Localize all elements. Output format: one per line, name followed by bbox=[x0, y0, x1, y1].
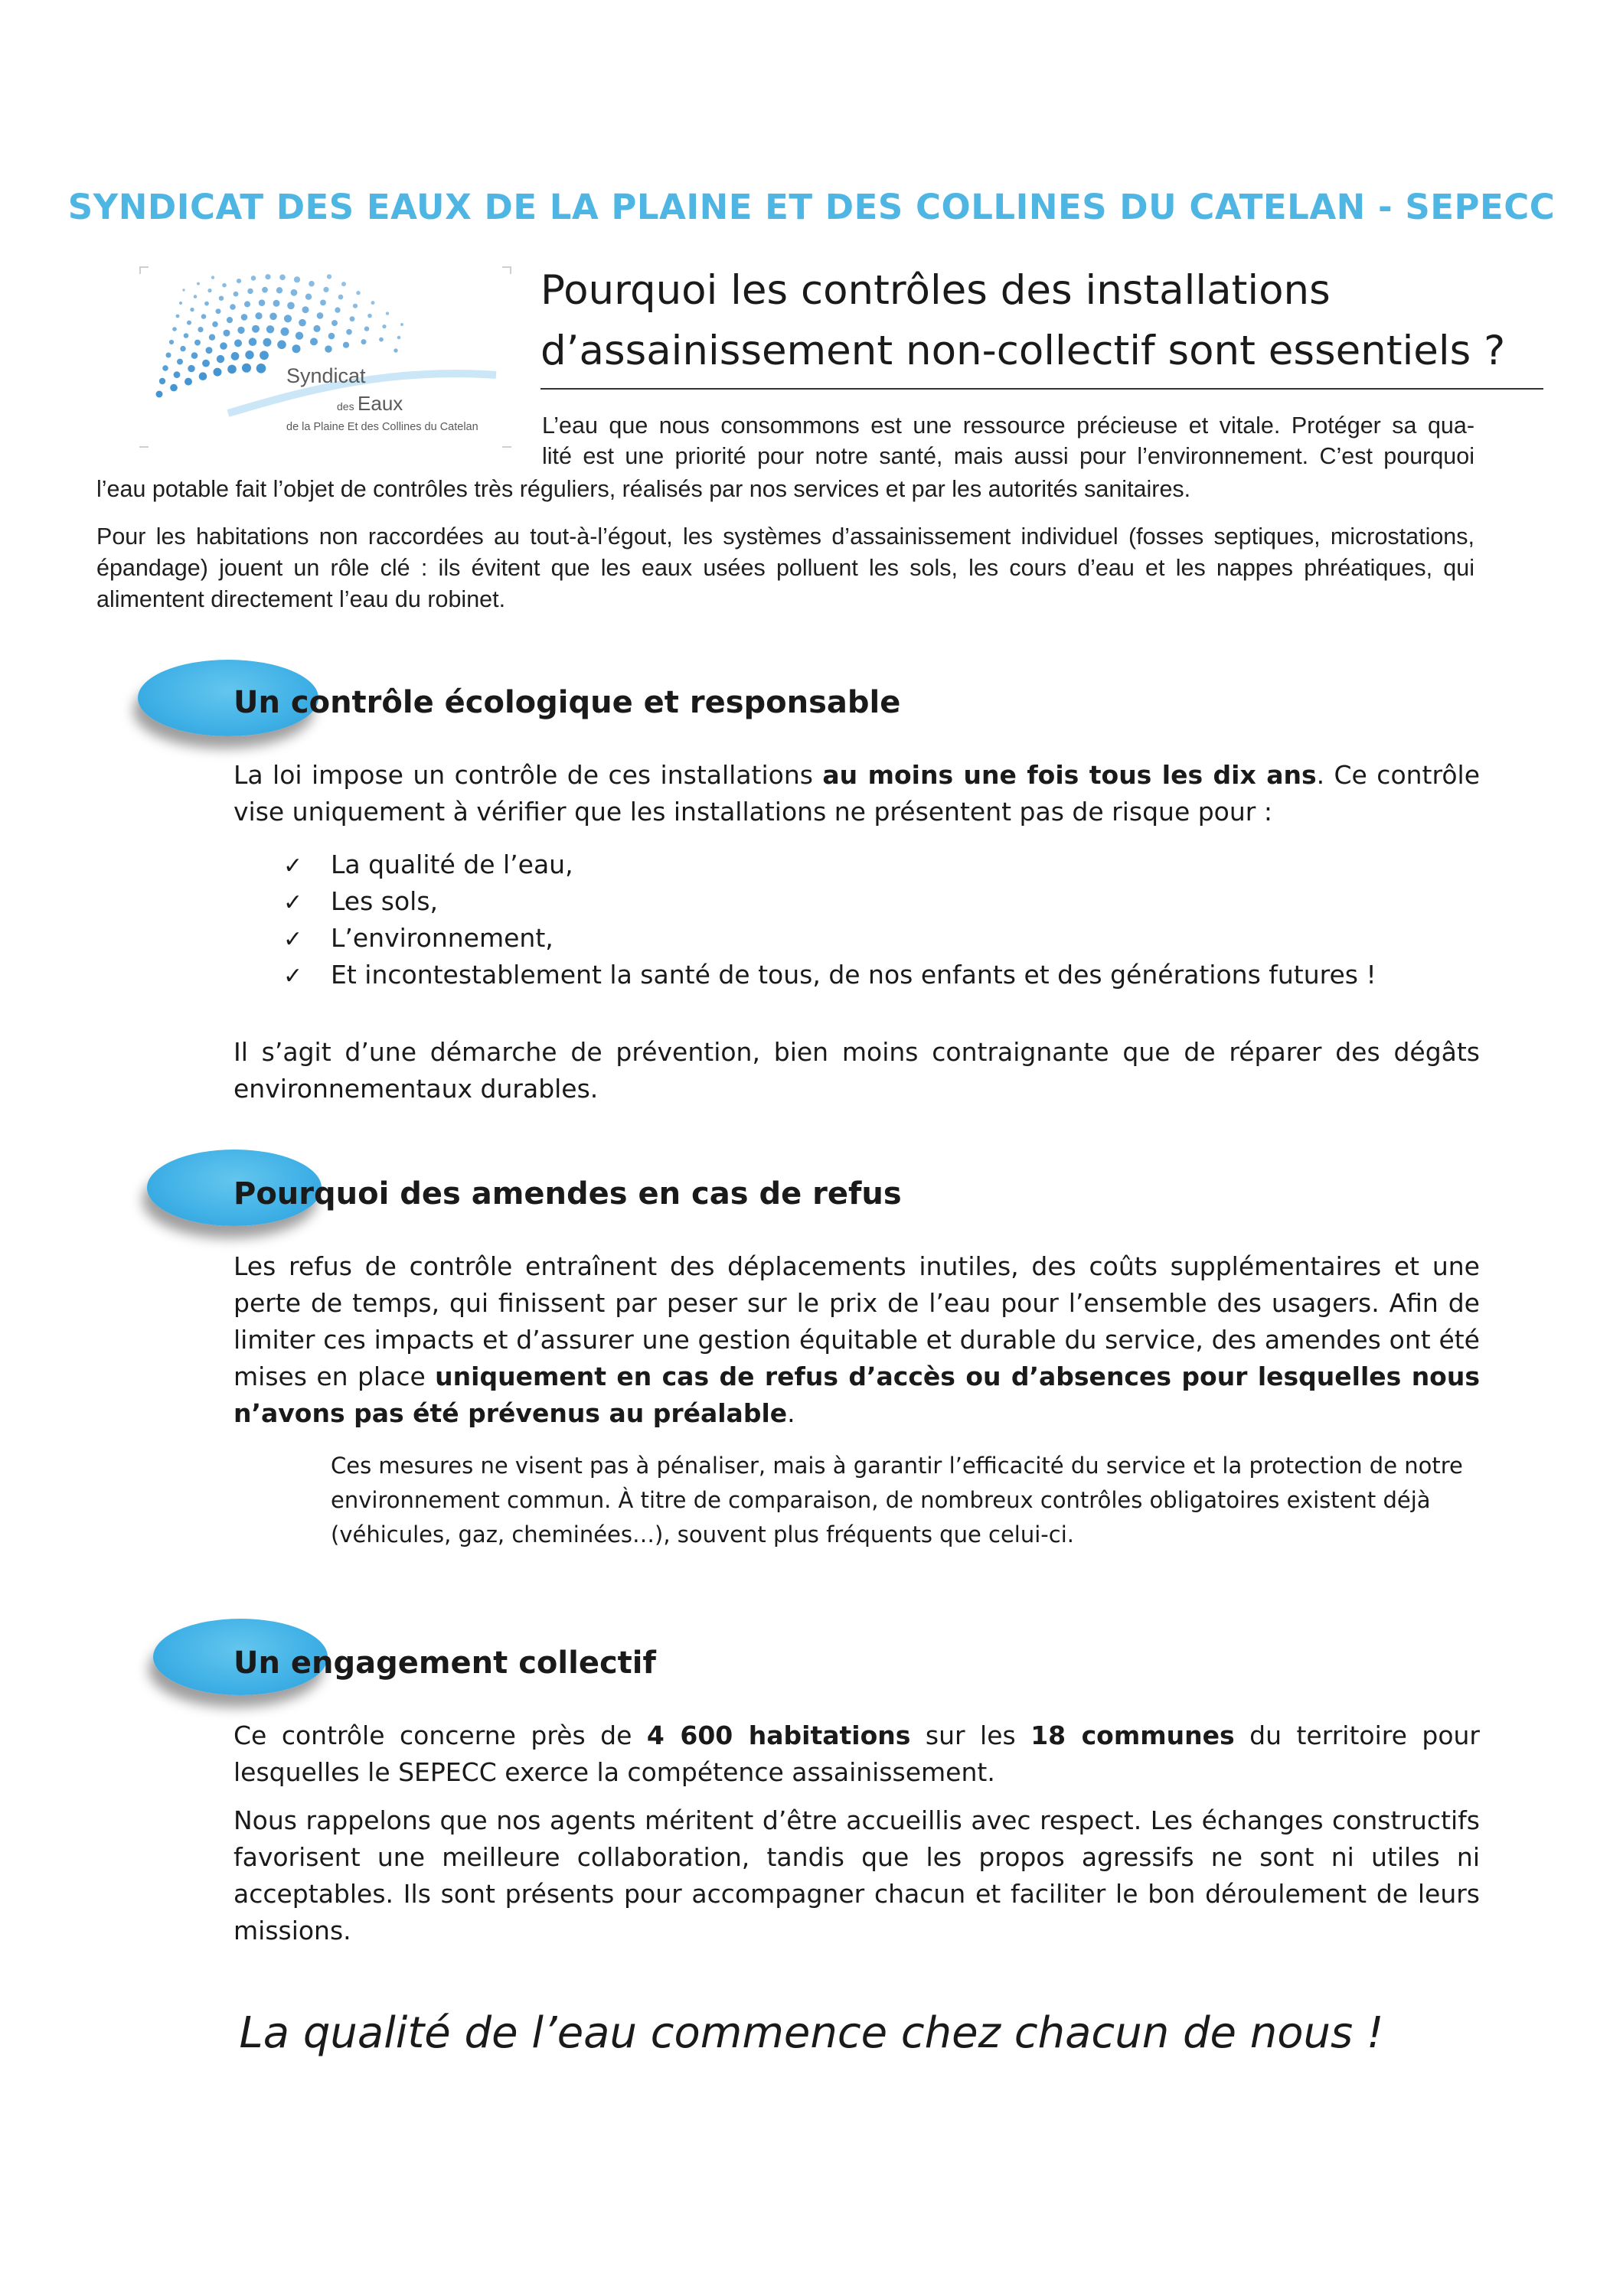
logo-dot bbox=[212, 321, 218, 328]
logo-dot bbox=[323, 287, 328, 292]
logo-dot bbox=[159, 378, 165, 384]
intro-paragraph-2: Pour les habitations non raccordées au tout-à-l’égout, les systèmes d’assainissement individuel (fosses septiques, microstations, épandage) jouent un rôle clé : ils évitent que les eaux usées polluent les sols, les cours d’eau et les nappes phréatiques, qui alimentent directement l’eau du robinet. bbox=[96, 523, 1474, 612]
logo-dot bbox=[379, 338, 384, 342]
logo-dot bbox=[194, 340, 201, 346]
intro-paragraph-wrap bbox=[542, 410, 1474, 471]
logo-dot bbox=[299, 319, 306, 327]
intro-line-1: L’eau que nous consommons est une ressource précieuse et vitale. Protéger sa qua- bbox=[542, 413, 1474, 439]
checkmark-icon: ✓ bbox=[283, 926, 303, 953]
logo-dot bbox=[256, 364, 266, 373]
logo-dot bbox=[364, 326, 369, 331]
logo-dot bbox=[249, 338, 257, 346]
logo-dot bbox=[294, 276, 300, 282]
logo-dot bbox=[217, 355, 224, 363]
logo-dot bbox=[177, 359, 183, 365]
logo-dot bbox=[262, 287, 268, 293]
logo-dot bbox=[197, 282, 200, 285]
logo-dot bbox=[227, 365, 237, 374]
logo-dot bbox=[247, 289, 253, 294]
logo-dot bbox=[207, 289, 211, 292]
logo-dot bbox=[174, 371, 181, 378]
logo-dot bbox=[204, 302, 209, 306]
closing-slogan: La qualité de l’eau commence chez chacun de nous ! bbox=[239, 2008, 1384, 2058]
checkmark-icon: ✓ bbox=[283, 853, 303, 879]
logo-dot bbox=[209, 334, 215, 341]
logo-dot bbox=[224, 330, 230, 337]
logo-dot bbox=[184, 333, 189, 338]
logo-dot bbox=[397, 336, 401, 340]
logo-dot bbox=[199, 372, 207, 380]
risk-checklist bbox=[283, 846, 1376, 993]
logo-dot bbox=[185, 378, 192, 386]
section-title-engagement: Un engagement collectif bbox=[233, 1645, 656, 1681]
logo-dot bbox=[296, 332, 303, 340]
logo-dot bbox=[241, 314, 248, 321]
logo-dot bbox=[276, 287, 282, 293]
intro-line-3: l’eau potable fait l’objet de contrôles très réguliers, réalisés par nos services et par les autorités sanitaires. bbox=[96, 476, 1191, 502]
section-title-ecologique: Un contrôle écologique et responsable bbox=[233, 685, 901, 720]
logo-dot bbox=[234, 339, 242, 347]
logo-dot bbox=[287, 302, 295, 310]
checkmark-icon: ✓ bbox=[283, 889, 303, 916]
checklist-item: ✓ La qualité de l’eau, bbox=[283, 846, 1376, 883]
logo-dot bbox=[206, 347, 213, 354]
logo-dot bbox=[188, 365, 194, 372]
section-title-amendes: Pourquoi des amendes en cas de refus bbox=[233, 1176, 902, 1212]
logo-dot bbox=[259, 299, 266, 306]
logo-dot bbox=[266, 325, 274, 333]
logo-dot bbox=[328, 333, 335, 340]
intro-line-2: lité est une priorité pour notre santé, mais aussi pour l’environnement. C’est pourquoi bbox=[542, 443, 1474, 469]
logo-dot bbox=[231, 352, 240, 360]
checklist-item: ✓ L’environnement, bbox=[283, 920, 1376, 957]
logo-dot bbox=[302, 306, 309, 313]
logo-dot bbox=[325, 345, 331, 352]
logo-dot bbox=[187, 321, 191, 325]
logo-dot bbox=[202, 360, 210, 367]
section2-note: Ces mesures ne visent pas à pénaliser, mais à garantir l’efficacité du service et la protection de notre environnement commun. À titre de comparaison, de nombreux contrôles obligatoires existent déjà (véhicules, gaz, cheminées…), souvent plus fréquents que celui-ci. bbox=[331, 1453, 1463, 1548]
logo-dot bbox=[233, 292, 239, 297]
logo-dot bbox=[320, 300, 326, 306]
logo-dot bbox=[260, 351, 269, 360]
logo-dot bbox=[269, 313, 277, 321]
checklist-item: ✓ Et incontestablement la santé de tous, de nos enfants et des générations futures ! bbox=[283, 957, 1376, 993]
logo-dot bbox=[386, 311, 389, 315]
logo-dot bbox=[172, 327, 177, 331]
logo-dot bbox=[346, 329, 352, 335]
logo-dot bbox=[279, 275, 286, 281]
logo-dot bbox=[309, 281, 315, 287]
logo-dot bbox=[176, 315, 180, 318]
logo-dot bbox=[356, 291, 360, 295]
logo-dot bbox=[341, 282, 346, 286]
logo-dot bbox=[190, 308, 194, 311]
logo-dot bbox=[313, 325, 320, 332]
logo-dot bbox=[394, 348, 397, 352]
logo-dot bbox=[194, 295, 198, 298]
logo-dot bbox=[335, 307, 340, 312]
logo-dot bbox=[292, 344, 301, 353]
logo-line-plaine: de la Plaine Et des Collines du Catelan bbox=[286, 421, 478, 433]
logo-dot bbox=[251, 276, 256, 281]
logo-dot bbox=[400, 323, 403, 326]
logo-dot bbox=[281, 328, 289, 336]
logo-dot bbox=[291, 289, 298, 296]
logo-dot bbox=[350, 316, 355, 321]
logo-dot bbox=[338, 295, 344, 300]
section1-paragraph-2: Il s’agit d’une démarche de prévention, bien moins contraignante que de réparer des dégâts environnementaux durables. bbox=[233, 1037, 1480, 1104]
syndicat-logo bbox=[136, 260, 511, 448]
heading-divider bbox=[540, 388, 1543, 390]
logo-dot bbox=[353, 304, 358, 308]
logo-dot bbox=[220, 342, 227, 350]
logo-dot bbox=[265, 274, 270, 279]
logo-dot bbox=[284, 315, 292, 322]
logo-dot bbox=[182, 289, 185, 291]
logo-dot bbox=[367, 314, 372, 318]
logo-dot bbox=[255, 312, 262, 319]
section3-paragraph-1: Ce contrôle concerne près de 4 600 habitations sur les 18 communes du territoire pour lesquelles le SEPECC exerce la compétence assainissement. bbox=[233, 1720, 1480, 1787]
logo-dot bbox=[230, 304, 236, 310]
logo-dot bbox=[216, 308, 221, 314]
logo-dot bbox=[263, 338, 272, 347]
logo-dot bbox=[219, 296, 224, 301]
logo-dot bbox=[222, 283, 227, 288]
logo-dot bbox=[245, 351, 253, 359]
logo-dot bbox=[242, 364, 251, 373]
logo-dot bbox=[317, 312, 324, 319]
logo-dot bbox=[156, 391, 163, 398]
logo-dot bbox=[201, 314, 207, 319]
checklist-item: ✓ Les sols, bbox=[283, 883, 1376, 920]
logo-dot bbox=[331, 320, 338, 326]
logo-dot bbox=[170, 384, 178, 392]
water-dots-icon bbox=[136, 260, 511, 448]
section1-paragraph-1: La loi impose un contrôle de ces installations au moins une fois tous les dix ans. Ce contrôle vise uniquement à vérifier que les installations ne présentent pas de risque pour : bbox=[233, 760, 1480, 827]
checkmark-icon: ✓ bbox=[283, 963, 303, 990]
logo-dot bbox=[310, 338, 318, 345]
logo-dot bbox=[371, 301, 375, 305]
page-title: Pourquoi les contrôles des installations d’assainissement non-collectif sont essentiels ? bbox=[540, 267, 1506, 374]
logo-dot bbox=[214, 368, 222, 377]
logo-line-syndicat: Syndicat bbox=[286, 364, 366, 387]
logo-dot bbox=[343, 342, 349, 348]
logo-dot bbox=[237, 327, 244, 334]
logo-dot bbox=[162, 365, 168, 371]
logo-dot bbox=[327, 274, 331, 279]
logo-dot bbox=[277, 341, 286, 350]
logo-dot bbox=[361, 339, 367, 344]
logo-dot bbox=[273, 300, 280, 307]
logo-dot bbox=[179, 302, 182, 305]
section3-paragraph-2: Nous rappelons que nos agents méritent d’être accueillis avec respect. Les échanges constructifs favorisent une meilleure collaboration, tandis que les propos agressifs ne sont ni utiles ni acceptables. Ils sont présents pour accompagner chacun et faciliter le bon déroulement de leurs missions. bbox=[233, 1805, 1480, 1945]
logo-dot bbox=[237, 279, 241, 283]
logo-dot bbox=[169, 340, 174, 344]
logo-dot bbox=[211, 276, 214, 279]
org-title: SYNDICAT DES EAUX DE LA PLAINE ET DES COLLINES DU CATELAN - SEPECC bbox=[67, 187, 1556, 227]
logo-dot bbox=[305, 294, 312, 300]
logo-dot bbox=[227, 317, 233, 323]
logo-dot bbox=[166, 353, 171, 358]
logo-dot bbox=[191, 352, 198, 359]
logo-line-eaux: des Eaux bbox=[337, 392, 403, 415]
section2-paragraph-1: Les refus de contrôle entraînent des déplacements inutiles, des coûts supplémentaires et une perte de temps, qui finissent par peser sur le prix de l’eau pour l’ensemble des usagers. Afin de limiter ces impacts et d’assurer une gestion équitable et durable du service, des amendes ont été mises en place uniquement en cas de refus d’accès ou d’absences pour lesquelles nous n’avons pas été prévenus au préalable. bbox=[233, 1251, 1480, 1428]
logo-dot bbox=[382, 325, 386, 328]
logo-dot bbox=[198, 327, 203, 332]
logo-dot bbox=[180, 346, 185, 351]
logo-dot bbox=[244, 301, 250, 307]
logo-dot bbox=[252, 325, 260, 333]
